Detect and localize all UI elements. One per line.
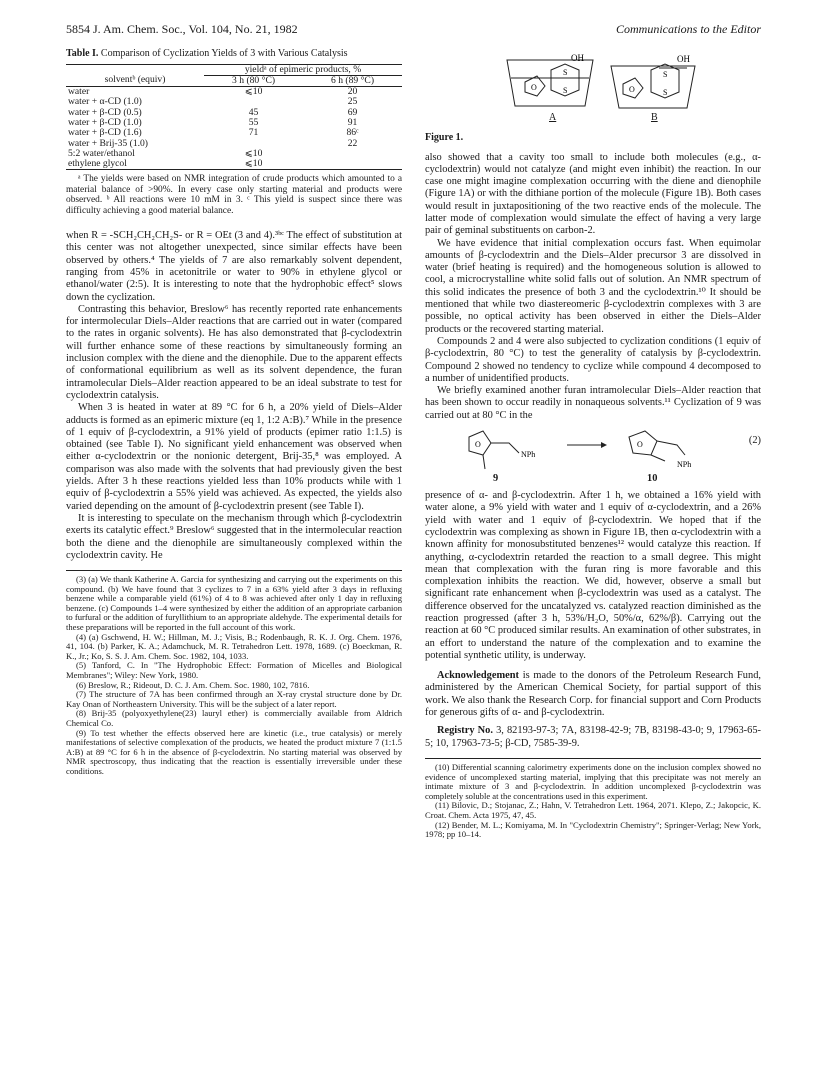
structure-a [507,60,593,106]
right-column [425,48,761,840]
fig-s-label-a1: S [563,68,568,77]
footnote: (10) Differential scanning calorimetry experiments done on the inclusion complex showed no evidence of uncomplexed starting material, implying that this precipitate was not merely an intimate mixture of 3 and β-cyclodextrin. In addition uncomplexed β-cyclodextrin was completely soluble at the concentrations used in this experiment. [425,761,761,801]
body-paragraph: We briefly examined another furan intramolecular Diels–Alder reaction that has been shown to occur readily in nonaqueous solvents.¹¹ Cyclization of 9 was carried out at 80 °C in the [425,385,761,421]
left-column [66,48,402,777]
acknowledgement: Acknowledgement is made to the donors of the Petroleum Research Fund, administered by the American Chemical Society, for partial support of this work. We also thank the Research Corp. for financial support and Corn Products for generous gifts of α- and β-cyclodextrin. [425,670,761,719]
equation-2-structures [425,425,725,487]
o-label-9: O [475,440,481,450]
body-paragraph: Contrasting this behavior, Breslow⁶ has recently reported rate enhancements for intermolecular Diels–Alder reactions that are carried out in water (compared to the rates in organic solvents). He has also demonstrated that β-cyclodextrin will further enhance some of these reactions by simultaneously forming an inclusion complex with the diene and the dienophile. Due to the apparent effects of conformational equilibrium as well as its solvent dependence, the furan intramolecular Diels–Alder reaction appeared to be an ideal substrate to test for cyclodextrin catalysis. [66,303,402,401]
table-row: water + Brij-35 (1.0) 22 [68,137,358,149]
footnote: (3) (a) We thank Katherine A. Garcia for synthesizing and carrying out the experiments on this compound. (b) We have found that 3 cyclizes to 7 in a 63% yield after 3 days in refluxing benzene while a comparable yield (61%) of 4 to 8 was achieved after only 1 day in refluxing benzene. (c) Compounds 1–4 were synthesized by either the addition of an appropriate carbanion to furfural or the addition of furyllithium to an appropriate aldehyde. The experimental details for these preparations will be reported in the full account of this work. [66,574,402,633]
body-paragraph: When 3 is heated in water at 89 °C for 6 h, a 20% yield of Diels–Alder adducts is formed as an epimeric mixture (eq 1, 1:2 A:B).⁷ While in the presence of 1 equiv of β-cyclodextrin, a 91% yield of products (epimer ratio 1:1.5) is obtained (see Table I). No significant yield enhancement was observed when either α-cyclodextrin or the nonionic detergent, Brij-35,⁸ was employed. A comparison was also made with the solvents that had previously given the best yields. After 3 h these reactions yielded less than 10% products while with 1 equiv of β-cyclodextrin a 55% yield was achieved. As expected, the yields also varied depending on the amount of β-cyclodextrin present (see Table I). [66,402,402,512]
body-paragraph: We have evidence that initial complexation occurs fast. When equimolar amounts of β-cyclodextrin and the Diels–Alder precursor 3 are dissolved in water (brief heating is required) and the homogeneous solution is allowed to cool, a microcrystalline white solid falls out of solution. An NMR spectrum of this solid indicates the presence of both 3 and the cyclodextrin.¹⁰ It should be mentioned that while two diastereomeric β-cyclodextrin complexes with 3 are possible, no optical activity has been observed in either the Diels–Alder products or the recovered starting material. [425,237,761,335]
body-paragraph: It is interesting to speculate on the mechanism through which β-cyclodextrin exerts its catalytic effect.⁹ Breslow⁶ suggested that in the intermolecular reaction both the diene and the dienophile are simultaneously complexed within the cyclodextrin cavity. He [66,512,402,561]
footnote: (12) Bender, M. L.; Komiyama, M. In "Cyclodextrin Chemistry"; Springer-Verlag; New York, 1978; pp 10–14. [425,819,761,840]
body-paragraph: presence of α- and β-cyclodextrin. After 1 h, we obtained a 16% yield with water alone, a 9% yield with water and 1 equiv of α-cyclodextrin, and a 26% yield with water and 1 equiv of β-cyclodextrin. We hoped that if the cyclodextrin was complexing as shown in Figure 1B, then α-cyclodextrin with a known affinity for monosubstituted benzenes¹² would catalyze this reaction. If anything, α-cyclodextrin retarded the reaction to a small degree. This might mean that complexation with the furan ring is more favorable and this complexation inhibits the reaction. We did, however, observe a small but significant rate enhancement when β-cyclodextrin was used as a catalyst. The difference observed for the uncatalyzed vs. catalyzed reaction diminished as the reaction progressed (after 3 h, 53%/H₂O, 50%/α, 62%/β). Carrying out the reaction at 60 °C produced similar results. An examination of other substrates, in an effort to understand the nature of the complexation and to examine the potential synthetic utility, is underway. [425,490,762,661]
fig-s-label-b2: S [663,88,668,97]
registry-numbers: Registry No. 3, 82193-97-3; 7A, 83198-42-9; 7B, 83198-43-0; 9, 17963-65-5; 10, 17963-73-5; β-CD, 7585-39-9. [425,725,761,749]
fig-o-label-b: O [629,85,635,94]
figure-1 [425,48,761,126]
table-caption-text: Comparison of Cyclization Yields of 3 with Various Catalysis [100,48,348,59]
fig-o-label-a: O [531,83,537,92]
running-header [66,22,761,38]
table-col-b: 6 h (89 °C) [303,75,402,86]
compound-9-label: 9 [493,473,499,485]
table-col-a: 3 h (80 °C) [204,75,303,86]
figure-1-structures [425,48,761,114]
footnote-divider [425,758,761,759]
footnote: (5) Tanford, C. In "The Hydrophobic Effect: Formation of Micelles and Biological Membranes"; Wiley: New York, 1980. [66,660,402,681]
arrowhead [601,442,607,448]
fig-oh-label-a: OH [571,53,584,63]
fig-label-a: A [549,112,557,123]
o-label-10: O [637,440,643,450]
footnote: (8) Brij-35 (polyoxyethylene(23) lauryl ether) is commercially available from Aldrich Chemical Co. [66,708,402,729]
table-caption-label: Table I. [66,48,99,59]
equation-number: (2) [748,435,761,447]
footnote: (11) Bilovic, D.; Stojanac, Z.; Hahn, V. Tetrahedron Lett. 1964, 2071. Klepo, Z.; Jakopcic, K. Croat. Chem. Acta 1975, 47, 45. [425,800,761,820]
footnote: (4) (a) Gschwend, H. W.; Hillman, M. J.; Visis, B.; Rodenbaugh, R. K. J. Org. Chem. 1976, 41, 104. (b) Parker, K. A.; Adamchuck, M. R. Tetrahedron Lett. 1978, 1689. (c) Boeckman, R. K., Jr.; Ko, S. S. J. Am. Chem. Soc. 1982, 104, 1033. [66,631,402,661]
header-right: Communications to the Editor [616,22,761,36]
table-col-solvent: solventᵇ (equiv) [66,75,204,86]
table-footnote: ᵃ The yields were based on NMR integration of crude products which amounted to a material balance of >90%. In every case only starting material and products were observed. ᵇ All reactions were 10 mM in 3. ᶜ This yield is suspect since there was difficulty achieving a good material balance. [66,174,402,216]
equation-2 [425,425,761,487]
nph-label-10: NPh [677,460,692,470]
nph-label-9: NPh [521,450,536,460]
structure-b [611,64,695,108]
fig-s-label-b1: S [663,70,668,79]
footnote-divider [66,570,402,571]
table-col-group: yieldᵃ of epimeric products, % [204,64,402,75]
body-paragraph: Compounds 2 and 4 were also subjected to cyclization conditions (1 equiv of β-cyclodextrin, 80 °C) to test the generality of catalysis by β-cyclodextrin. Compound 2 showed no tendency to cyclize while compound 4 decomposed to a number of unidentified products. [425,335,761,384]
body-paragraph: when R = -SCH₂CH₂CH₂S- or R = OEt (3 and 4).³ᵇᶜ The effect of substitution at this center was not altogether unexpected, since similar effects have been observed by others.⁴ The yields of 7 are also remarkably solvent dependent, ranging from 45% in acetonitrile or water to 90% in ethylene glycol or ethanol/water (2:5). It is interesting to note that the hydrophobic effect⁵ slows down the cyclization. [66,230,402,303]
footnote: (6) Breslow, R.; Rideout, D. C. J. Am. Chem. Soc. 1980, 102, 7816. [76,679,310,690]
header-left: 5854 J. Am. Chem. Soc., Vol. 104, No. 21, 1982 [66,22,298,36]
fig-label-b: B [651,112,658,123]
compound-10-label: 10 [647,473,658,485]
fig-oh-label-b: OH [677,54,690,64]
table-row: water ⩽10 20 [68,86,358,98]
table-row: water + α-CD (1.0) 25 [68,96,358,108]
table-row: water + β-CD (1.6) 71 86ᶜ [68,127,359,139]
yield-table [66,64,402,171]
footnote: (9) To test whether the effects observed here are kinetic (i.e., true catalysis) or merely manifestations of selective complexation of the products, we heated the product mixture 7 (1:1.5 A:B) at 89 °C for 6 h in the absence of β-cyclodextrin. No starting material was observed by NMR spectroscopy, thus indicating that the reaction is essentially irreversible under these conditions. [66,727,402,776]
figure-1-caption: Figure 1. [425,132,464,143]
fig-s-label-a2: S [563,86,568,95]
table-row: 5:2 water/ethanol ⩽10 [68,147,263,159]
footnote: (7) The structure of 7A has been confirmed through an X-ray crystal structure done by Dr. Kay Onan of Northeastern University. This will be the subject of a later report. [66,689,402,709]
table-row: water + β-CD (0.5) 45 69 [68,106,358,118]
table-row: water + β-CD (1.0) 55 91 [68,116,358,128]
body-paragraph: also showed that a cavity too small to include both molecules (e.g., α-cyclodextrin) would not catalyze (and might even inhibit) the reaction. In our case one might imagine complexation occurring with the diene and dienophile (Figure 1A) or with the dithiane portion of the molecule (Figure 1B). Both cases would result in juxtapositioning of the two reactive ends of the molecule. The latter mode of complexation would simulate the effect of having a very large pair of geminal substituents on carbon-2. [425,151,761,237]
table-caption [66,48,402,60]
table-row: ethylene glycol ⩽10 [66,159,402,170]
compound-9 [469,431,519,469]
